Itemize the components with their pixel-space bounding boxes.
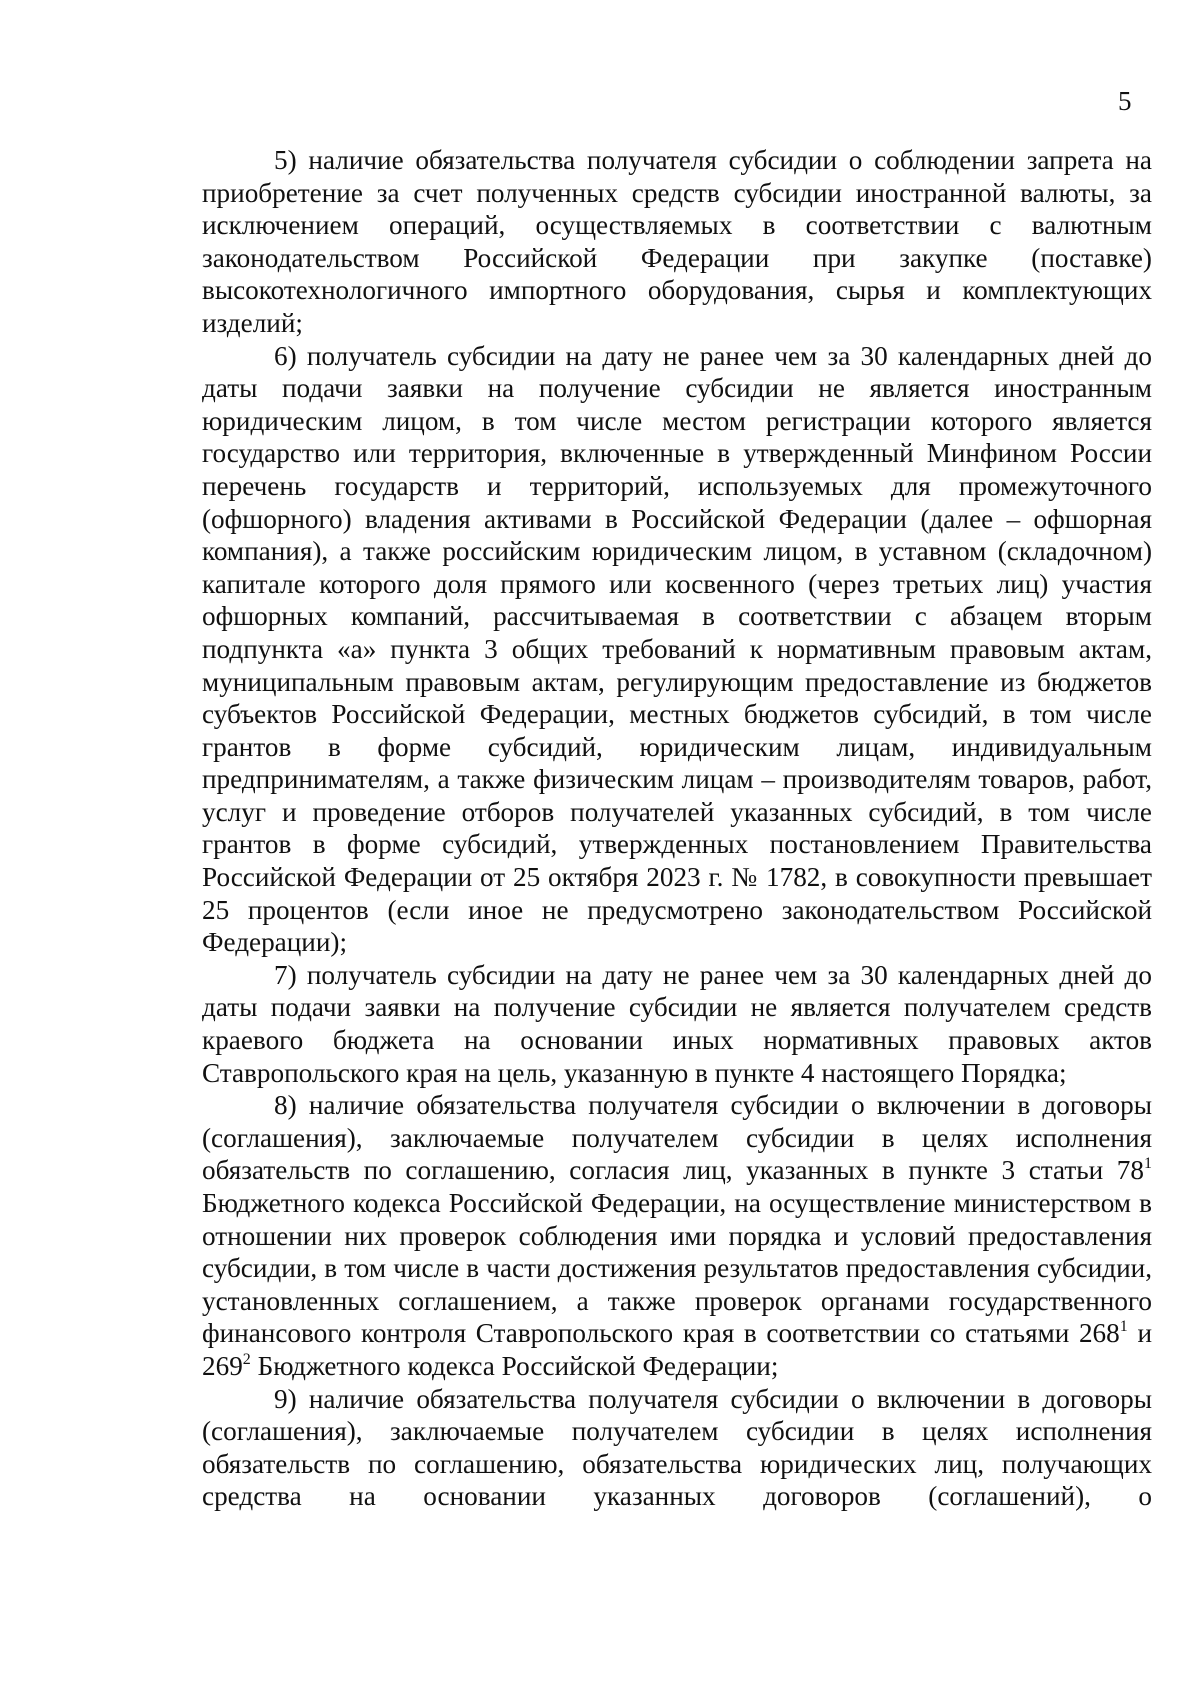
paragraph-item-8-text-3: и 269 [202,1318,1152,1381]
superscript-3: 2 [242,1350,251,1368]
paragraph-item-9: 9) наличие обязательства получателя субсидии о включении в договоры (соглашения), заключаемые получателем субсидии в целях исполнения обязательств по соглашению, обязательства юридических лиц, получающих средства на основании указанных договоров (соглашений), о [202,1383,1152,1512]
document-body [202,144,1152,1513]
paragraph-item-8-text-4: Бюджетного кодекса Российской Федерации; [250,1350,779,1381]
superscript-1: 1 [1144,1155,1152,1173]
paragraph-item-8-text-2: Бюджетного кодекса Российской Федерации, на осуществление министерством в отношении них проверок соблюдения ими порядка и условий предоставления субсидии, в том числе в части достижения результатов предоставления субсидии, установленных соглашением, а также проверок органами государственного финансового контроля Ставропольского края в соответствии со статьями 268 [202,1188,1152,1349]
superscript-2: 1 [1119,1318,1128,1336]
paragraph-item-8-text-1: 8) наличие обязательства получателя субсидии о включении в договоры (соглашения), заключаемые получателем субсидии в целях исполнения обязательств по соглашению, согласия лиц, указанных в пункте 3 статьи 78 [202,1090,1152,1186]
paragraph-item-5: 5) наличие обязательства получателя субсидии о соблюдении запрета на приобретение за счет полученных средств субсидии иностранной валюты, за исключением операций, осуществляемых в соответствии с валютным законодательством Российской Федерации при закупке (поставке) высокотехнологичного импортного оборудования, сырья и комплектующих изделий; [202,145,1152,338]
paragraph-item-7: 7) получатель субсидии на дату не ранее чем за 30 календарных дней до даты подачи заявки на получение субсидии не является получателем средств краевого бюджета на основании иных нормативных правовых актов Ставропольского края на цель, указанную в пункте 4 настоящего Порядка; [202,959,1152,1088]
page-number: 5 [1118,86,1132,116]
paragraph-item-6: 6) получатель субсидии на дату не ранее чем за 30 календарных дней до даты подачи заявки на получение субсидии не является иностранным юридическим лицом, в том числе местом регистрации которого является государство или территория, включенные в утвержденный Минфином России перечень государств и территорий, используемых для промежуточного (офшорного) владения активами в Российской Федерации (далее – офшорная компания), а также российским юридическим лицом, в уставном (складочном) капитале которого доля прямого или косвенного (через третьих лиц) участия офшорных компаний, рассчитываемая в соответствии с абзацем вторым подпункта «а» пункта 3 общих требований к нормативным правовым актам, муниципальным правовым актам, регулирующим предоставление из бюджетов субъектов Российской Федерации, местных бюджетов субсидий, в том числе грантов в форме субсидий, юридическим лицам, индивидуальным предпринимателям, а также физическим лицам – производителям товаров, работ, услуг и проведение отборов получателей указанных субсидий, в том числе грантов в форме субсидий, утвержденных постановлением Правительства Российской Федерации от 25 октября 2023 г. № 1782, в совокупности превышает 25 процентов (если иное не предусмотрено законодательством Российской Федерации); [202,340,1152,958]
paragraph-item-8 [202,1089,1152,1382]
